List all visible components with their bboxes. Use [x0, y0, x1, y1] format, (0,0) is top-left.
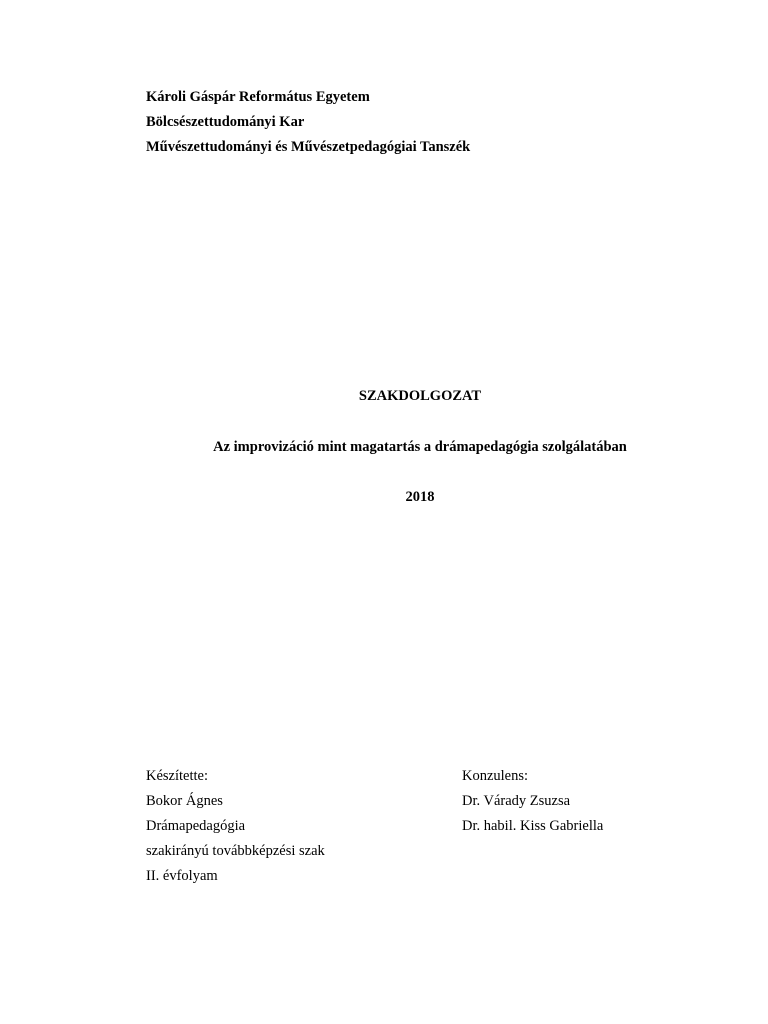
- consultant-name-2: Dr. habil. Kiss Gabriella: [462, 818, 604, 834]
- author-label: Készítette:: [146, 768, 209, 784]
- department-name: Művészettudományi és Művészetpedagógiai Tanszék: [146, 139, 471, 155]
- year-of-study: II. évfolyam: [146, 868, 218, 884]
- author-block: [146, 764, 325, 889]
- university-name: Károli Gáspár Református Egyetem: [146, 89, 370, 105]
- consultant-label: Konzulens:: [462, 768, 529, 784]
- program-line-2: szakirányú továbbképzési szak: [146, 843, 325, 859]
- faculty-name: Bölcsészettudományi Kar: [146, 114, 305, 130]
- consultant-name-1: Dr. Várady Zsuzsa: [462, 793, 571, 809]
- thesis-title: Az improvizáció mint magatartás a drámapedagógia szolgálatában: [213, 439, 627, 455]
- author-name: Bokor Ágnes: [146, 793, 223, 809]
- institution-header: [146, 85, 470, 160]
- consultant-block: [462, 764, 603, 839]
- thesis-year: 2018: [405, 489, 435, 505]
- program-line-1: Drámapedagógia: [146, 818, 246, 834]
- document-type: SZAKDOLGOZAT: [358, 388, 482, 404]
